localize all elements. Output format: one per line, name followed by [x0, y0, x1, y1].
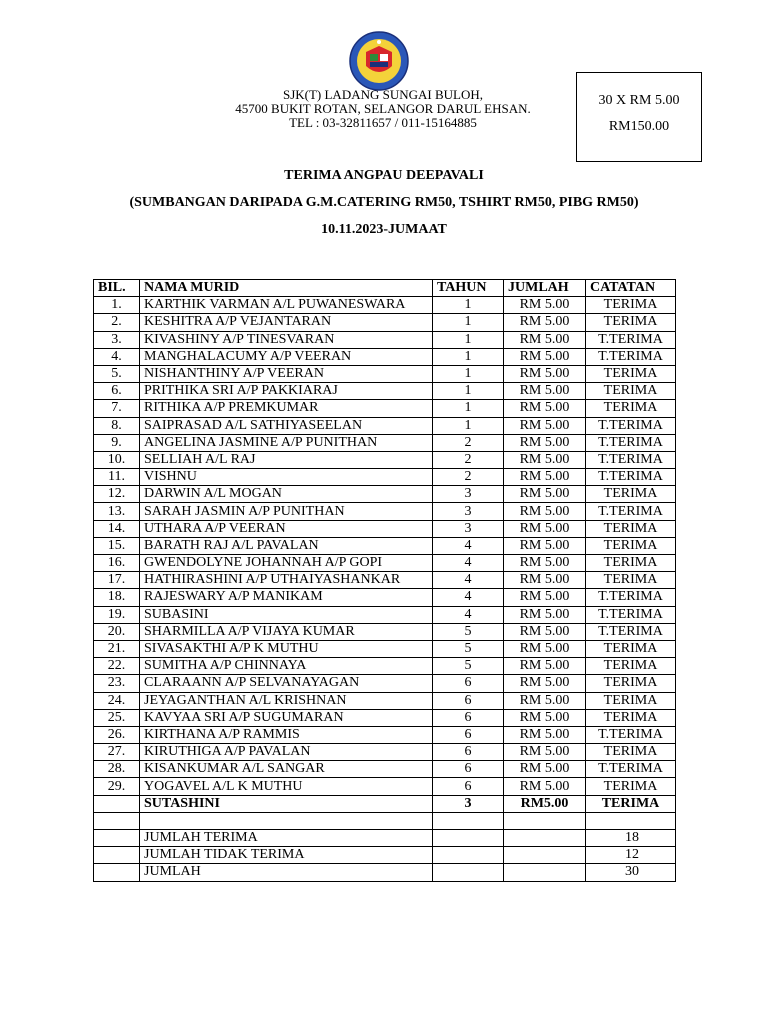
cell-bil: 8. — [94, 417, 140, 434]
cell-bil: 22. — [94, 658, 140, 675]
cell-bil: 26. — [94, 726, 140, 743]
cell-nama: RAJESWARY A/P MANIKAM — [140, 589, 433, 606]
cell-catatan: TERIMA — [586, 795, 676, 812]
cell-jumlah: RM 5.00 — [504, 314, 586, 331]
cell-bil — [94, 795, 140, 812]
cell-bil: 4. — [94, 348, 140, 365]
school-crest-icon — [348, 30, 410, 92]
cell-jumlah: RM 5.00 — [504, 709, 586, 726]
cell-catatan: TERIMA — [586, 400, 676, 417]
cell-jumlah: RM 5.00 — [504, 400, 586, 417]
school-phone: TEL : 03-32811657 / 011-15164885 — [289, 115, 477, 130]
cell-catatan: TERIMA — [586, 640, 676, 657]
table-row — [94, 675, 676, 692]
cell-tahun: 3 — [433, 486, 504, 503]
cell-jumlah: RM 5.00 — [504, 451, 586, 468]
cell-jumlah: RM 5.00 — [504, 658, 586, 675]
header-bil: BIL. — [94, 280, 140, 297]
cell-bil: 11. — [94, 469, 140, 486]
cell-bil: 3. — [94, 331, 140, 348]
cell-catatan: T.TERIMA — [586, 623, 676, 640]
summary-label: JUMLAH — [140, 864, 433, 881]
cell-bil: 28. — [94, 761, 140, 778]
cell-jumlah: RM 5.00 — [504, 434, 586, 451]
cell-nama: ANGELINA JASMINE A/P PUNITHAN — [140, 434, 433, 451]
cell-bil: 14. — [94, 520, 140, 537]
cell-nama: KESHITRA A/P VEJANTARAN — [140, 314, 433, 331]
cell-catatan: T.TERIMA — [586, 417, 676, 434]
cell-tahun: 5 — [433, 640, 504, 657]
cell-tahun: 3 — [433, 795, 504, 812]
cell-nama: GWENDOLYNE JOHANNAH A/P GOPI — [140, 555, 433, 572]
cell-catatan: TERIMA — [586, 658, 676, 675]
cell-tahun — [433, 864, 504, 881]
summary-row — [94, 864, 676, 881]
cell-tahun: 1 — [433, 400, 504, 417]
cell-catatan: T.TERIMA — [586, 761, 676, 778]
cell-nama: KARTHIK VARMAN A/L PUWANESWARA — [140, 297, 433, 314]
cell-bil — [94, 847, 140, 864]
summary-row — [94, 830, 676, 847]
cell-bil: 16. — [94, 555, 140, 572]
cell-bil: 19. — [94, 606, 140, 623]
cell-tahun: 6 — [433, 744, 504, 761]
cell-jumlah: RM 5.00 — [504, 503, 586, 520]
cell-nama: CLARAANN A/P SELVANAYAGAN — [140, 675, 433, 692]
cell-jumlah: RM 5.00 — [504, 486, 586, 503]
cell-jumlah: RM 5.00 — [504, 365, 586, 382]
cell-catatan: TERIMA — [586, 383, 676, 400]
cell-tahun: 2 — [433, 434, 504, 451]
cell-nama: SUMITHA A/P CHINNAYA — [140, 658, 433, 675]
cell-tahun: 6 — [433, 761, 504, 778]
cell-catatan: TERIMA — [586, 365, 676, 382]
table-row — [94, 744, 676, 761]
cell-jumlah: RM 5.00 — [504, 761, 586, 778]
cell-jumlah — [504, 847, 586, 864]
cell-nama: SIVASAKTHI A/P K MUTHU — [140, 640, 433, 657]
cell-tahun: 6 — [433, 675, 504, 692]
cell-jumlah: RM 5.00 — [504, 778, 586, 795]
cell-nama: SELLIAH A/L RAJ — [140, 451, 433, 468]
cell-nama: RITHIKA A/P PREMKUMAR — [140, 400, 433, 417]
cell-nama: VISHNU — [140, 469, 433, 486]
table-row — [94, 417, 676, 434]
cell-bil: 24. — [94, 692, 140, 709]
table-row — [94, 726, 676, 743]
cell-catatan — [586, 812, 676, 829]
cell-bil: 1. — [94, 297, 140, 314]
cell-jumlah: RM 5.00 — [504, 726, 586, 743]
cell-jumlah: RM 5.00 — [504, 469, 586, 486]
cell-nama: SHARMILLA A/P VIJAYA KUMAR — [140, 623, 433, 640]
cell-catatan: T.TERIMA — [586, 589, 676, 606]
cell-jumlah: RM 5.00 — [504, 640, 586, 657]
table-row — [94, 640, 676, 657]
cell-tahun: 6 — [433, 778, 504, 795]
cell-tahun: 4 — [433, 572, 504, 589]
cell-catatan: T.TERIMA — [586, 451, 676, 468]
table-row — [94, 658, 676, 675]
table-row — [94, 555, 676, 572]
cell-catatan: TERIMA — [586, 692, 676, 709]
cell-nama: JEYAGANTHAN A/L KRISHNAN — [140, 692, 433, 709]
cell-tahun: 4 — [433, 537, 504, 554]
cell-nama: SUTASHINI — [140, 795, 433, 812]
cell-catatan: T.TERIMA — [586, 434, 676, 451]
cell-jumlah: RM 5.00 — [504, 692, 586, 709]
table-row — [94, 537, 676, 554]
table-row — [94, 572, 676, 589]
student-table — [93, 279, 676, 882]
cell-tahun — [433, 812, 504, 829]
cell-catatan: T.TERIMA — [586, 726, 676, 743]
cell-bil: 25. — [94, 709, 140, 726]
cell-jumlah: RM 5.00 — [504, 383, 586, 400]
cell-catatan: TERIMA — [586, 520, 676, 537]
cell-bil: 20. — [94, 623, 140, 640]
table-row — [94, 692, 676, 709]
cell-nama: BARATH RAJ A/L PAVALAN — [140, 537, 433, 554]
table-row — [94, 623, 676, 640]
table-row — [94, 348, 676, 365]
cell-tahun: 1 — [433, 297, 504, 314]
table-row — [94, 451, 676, 468]
cell-nama: DARWIN A/L MOGAN — [140, 486, 433, 503]
cell-nama: UTHARA A/P VEERAN — [140, 520, 433, 537]
cell-bil: 9. — [94, 434, 140, 451]
header-nama: NAMA MURID — [140, 280, 433, 297]
cell-catatan: T.TERIMA — [586, 469, 676, 486]
table-row — [94, 469, 676, 486]
cell-tahun — [433, 830, 504, 847]
cell-catatan: TERIMA — [586, 709, 676, 726]
cell-nama: KIVASHINY A/P TINESVARAN — [140, 331, 433, 348]
school-address: 45700 BUKIT ROTAN, SELANGOR DARUL EHSAN. — [235, 101, 531, 116]
cell-jumlah: RM 5.00 — [504, 623, 586, 640]
cell-jumlah: RM 5.00 — [504, 675, 586, 692]
cell-bil: 23. — [94, 675, 140, 692]
cell-tahun: 1 — [433, 348, 504, 365]
table-row — [94, 331, 676, 348]
cell-nama — [140, 812, 433, 829]
cell-jumlah: RM 5.00 — [504, 606, 586, 623]
cell-bil: 10. — [94, 451, 140, 468]
cell-nama: SAIPRASAD A/L SATHIYASEELAN — [140, 417, 433, 434]
cell-tahun: 1 — [433, 365, 504, 382]
cell-jumlah: RM 5.00 — [504, 572, 586, 589]
cell-bil: 2. — [94, 314, 140, 331]
summary-row — [94, 847, 676, 864]
header-catatan: CATATAN — [586, 280, 676, 297]
cell-tahun: 2 — [433, 469, 504, 486]
summary-label: JUMLAH TERIMA — [140, 830, 433, 847]
cell-bil: 18. — [94, 589, 140, 606]
cell-catatan: TERIMA — [586, 555, 676, 572]
summary-value: 30 — [586, 864, 676, 881]
cell-tahun: 6 — [433, 709, 504, 726]
cell-jumlah: RM 5.00 — [504, 520, 586, 537]
cell-jumlah: RM 5.00 — [504, 348, 586, 365]
cell-nama: HATHIRASHINI A/P UTHAIYASHANKAR — [140, 572, 433, 589]
table-row — [94, 383, 676, 400]
cell-tahun: 3 — [433, 503, 504, 520]
cell-catatan: T.TERIMA — [586, 503, 676, 520]
cell-jumlah: RM5.00 — [504, 795, 586, 812]
summary-label: JUMLAH TIDAK TERIMA — [140, 847, 433, 864]
table-row — [94, 709, 676, 726]
cell-catatan: TERIMA — [586, 297, 676, 314]
cell-jumlah: RM 5.00 — [504, 589, 586, 606]
table-row — [94, 589, 676, 606]
cell-nama: KIRTHANA A/P RAMMIS — [140, 726, 433, 743]
table-row-blank — [94, 812, 676, 829]
table-row — [94, 761, 676, 778]
cell-bil: 13. — [94, 503, 140, 520]
cell-bil: 27. — [94, 744, 140, 761]
cell-catatan: T.TERIMA — [586, 331, 676, 348]
table-row — [94, 400, 676, 417]
cell-tahun: 4 — [433, 606, 504, 623]
cell-nama: PRITHIKA SRI A/P PAKKIARAJ — [140, 383, 433, 400]
table-row-extra — [94, 795, 676, 812]
price-box — [576, 72, 702, 162]
cell-tahun: 5 — [433, 623, 504, 640]
cell-bil: 7. — [94, 400, 140, 417]
table-row — [94, 520, 676, 537]
cell-bil — [94, 812, 140, 829]
cell-tahun: 1 — [433, 331, 504, 348]
cell-tahun: 4 — [433, 555, 504, 572]
cell-catatan: TERIMA — [586, 675, 676, 692]
header-tahun: TAHUN — [433, 280, 504, 297]
table-header-row — [94, 280, 676, 297]
title-date: 10.11.2023-JUMAAT — [321, 222, 447, 237]
table-row — [94, 434, 676, 451]
table-row — [94, 778, 676, 795]
cell-tahun: 1 — [433, 417, 504, 434]
cell-bil — [94, 864, 140, 881]
table-row — [94, 314, 676, 331]
table-row — [94, 365, 676, 382]
school-header — [200, 88, 566, 130]
cell-catatan: T.TERIMA — [586, 606, 676, 623]
cell-tahun: 1 — [433, 383, 504, 400]
document-titles — [0, 166, 768, 247]
header-jumlah: JUMLAH — [504, 280, 586, 297]
cell-jumlah: RM 5.00 — [504, 537, 586, 554]
cell-bil — [94, 830, 140, 847]
summary-value: 18 — [586, 830, 676, 847]
cell-nama: YOGAVEL A/L K MUTHU — [140, 778, 433, 795]
cell-catatan: TERIMA — [586, 778, 676, 795]
cell-catatan: T.TERIMA — [586, 348, 676, 365]
cell-jumlah: RM 5.00 — [504, 331, 586, 348]
cell-jumlah: RM 5.00 — [504, 744, 586, 761]
cell-tahun — [433, 847, 504, 864]
cell-nama: MANGHALACUMY A/P VEERAN — [140, 348, 433, 365]
cell-bil: 6. — [94, 383, 140, 400]
cell-tahun: 6 — [433, 692, 504, 709]
cell-catatan: TERIMA — [586, 486, 676, 503]
cell-bil: 21. — [94, 640, 140, 657]
cell-bil: 29. — [94, 778, 140, 795]
cell-bil: 17. — [94, 572, 140, 589]
cell-jumlah — [504, 812, 586, 829]
price-box-rate: 30 X RM 5.00 — [598, 93, 680, 108]
cell-jumlah: RM 5.00 — [504, 297, 586, 314]
cell-nama: SUBASINI — [140, 606, 433, 623]
title-main: TERIMA ANGPAU DEEPAVALI — [284, 168, 484, 183]
cell-nama: NISHANTHINY A/P VEERAN — [140, 365, 433, 382]
title-sponsor: (SUMBANGAN DARIPADA G.M.CATERING RM50, TSHIRT RM50, PIBG RM50) — [129, 195, 639, 210]
summary-value: 12 — [586, 847, 676, 864]
cell-tahun: 1 — [433, 314, 504, 331]
cell-tahun: 4 — [433, 589, 504, 606]
cell-jumlah — [504, 864, 586, 881]
cell-catatan: TERIMA — [586, 572, 676, 589]
table-row — [94, 503, 676, 520]
cell-bil: 5. — [94, 365, 140, 382]
cell-tahun: 2 — [433, 451, 504, 468]
cell-bil: 15. — [94, 537, 140, 554]
table-row — [94, 297, 676, 314]
cell-bil: 12. — [94, 486, 140, 503]
cell-jumlah — [504, 830, 586, 847]
cell-nama: KIRUTHIGA A/P PAVALAN — [140, 744, 433, 761]
table-row — [94, 486, 676, 503]
table-row — [94, 606, 676, 623]
cell-nama: KAVYAA SRI A/P SUGUMARAN — [140, 709, 433, 726]
cell-jumlah: RM 5.00 — [504, 417, 586, 434]
cell-tahun: 3 — [433, 520, 504, 537]
cell-tahun: 5 — [433, 658, 504, 675]
school-name: SJK(T) LADANG SUNGAI BULOH, — [282, 87, 484, 102]
cell-nama: KISANKUMAR A/L SANGAR — [140, 761, 433, 778]
price-box-total: RM150.00 — [608, 119, 670, 134]
cell-jumlah: RM 5.00 — [504, 555, 586, 572]
cell-catatan: TERIMA — [586, 314, 676, 331]
cell-catatan: TERIMA — [586, 537, 676, 554]
cell-catatan: TERIMA — [586, 744, 676, 761]
cell-tahun: 6 — [433, 726, 504, 743]
cell-nama: SARAH JASMIN A/P PUNITHAN — [140, 503, 433, 520]
